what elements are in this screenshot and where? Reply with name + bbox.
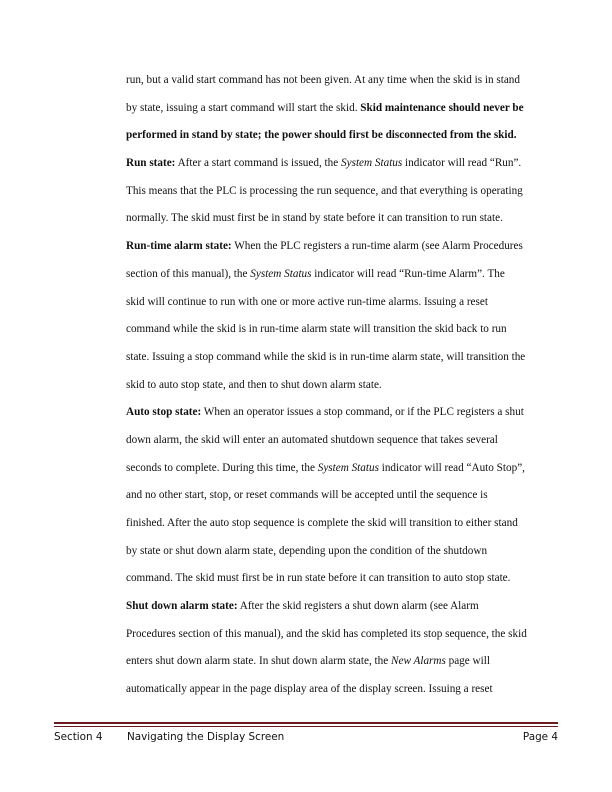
heading-run-time-alarm-state: Run-time alarm state: (126, 240, 232, 253)
text-line (126, 510, 558, 538)
text-run: indicator will read “Auto Stop”, (378, 461, 525, 474)
text-run: This means that the PLC is processing the run sequence, and that everything is operating (126, 184, 523, 197)
text-line (126, 538, 558, 566)
text-line (126, 178, 558, 206)
text-line (126, 67, 558, 95)
text-run: performed in stand by state; the power should first be disconnected from the skid. (126, 129, 517, 142)
text-run: section of this manual), the (126, 267, 251, 280)
text-run: normally. The skid must first be in stand by state before it can transition to run state. (126, 212, 503, 225)
text-line (126, 205, 558, 233)
text-run: finished. After the auto stop sequence is complete the skid will transition to either stand (126, 517, 518, 529)
text-run: and no other start, stop, or reset commands will be accepted until the sequence is (126, 489, 488, 502)
heading-auto-stop-state: Auto stop state: (126, 406, 202, 419)
text-run: command. The skid must first be in run state before it can transition to auto stop state. (126, 572, 511, 585)
italic-term: System Status (250, 267, 312, 280)
text-run: After the skid registers a shut down alarm (see Alarm (237, 600, 479, 613)
text-line (126, 344, 558, 372)
text-line (126, 399, 558, 427)
text-line (126, 565, 558, 593)
footer-section: Section 4 (54, 731, 103, 743)
footer-title: Navigating the Display Screen (127, 731, 285, 743)
text-line (126, 676, 558, 704)
heading-run-state: Run state: (126, 157, 176, 170)
footer-rule-thin (54, 726, 558, 727)
text-line (126, 316, 558, 344)
body-text (126, 67, 558, 704)
text-run: state. Issuing a stop command while the skid is in run-time alarm state, will transition the (126, 350, 526, 363)
text-line (126, 593, 558, 621)
text-run: When an operator issues a stop command, or if the PLC registers a shut (201, 406, 524, 419)
footer-page-number: Page 4 (522, 731, 558, 743)
text-run: command while the skid is in run-time alarm state will transition the skid back to run (126, 323, 507, 336)
text-line (126, 150, 558, 178)
bold-warning (126, 122, 558, 150)
text-run: seconds to complete. During this time, the (126, 461, 318, 474)
text-run: skid will continue to run with one or more active run-time alarms. Issuing a reset (126, 295, 488, 308)
footer-rule (54, 722, 558, 724)
text-run: indicator will read “Run”. (402, 157, 522, 170)
bold-warning: Skid maintenance should never be (360, 101, 524, 114)
text-run: by state or shut down alarm state, depending upon the condition of the shutdown (126, 544, 488, 557)
text-run: down alarm, the skid will enter an automated shutdown sequence that takes several (126, 433, 498, 446)
text-run: Procedures section of this manual), and the skid has completed its stop sequence, the skid (126, 627, 527, 640)
text-run: automatically appear in the page display area of the display screen. Issuing a reset (126, 683, 493, 696)
text-line (126, 648, 558, 676)
text-run: run, but a valid start command has not been given. At any time when the skid is in stand (126, 74, 520, 86)
text-line (126, 482, 558, 510)
text-line (126, 621, 558, 649)
text-run: indicator will read “Run-time Alarm”. The (311, 267, 505, 280)
text-line (126, 261, 558, 289)
text-run: After a start command is issued, the (175, 157, 342, 170)
text-run: by state, issuing a start command will start the skid. (126, 101, 361, 114)
text-line (126, 427, 558, 455)
heading-shut-down-alarm-state: Shut down alarm state: (126, 600, 238, 613)
text-line (126, 95, 558, 123)
text-line (126, 233, 558, 261)
text-run: When the PLC registers a run-time alarm (see Alarm Procedures (231, 240, 523, 253)
text-line (126, 372, 558, 400)
text-run: page will (445, 655, 490, 668)
text-line (126, 455, 558, 483)
italic-term: System Status (341, 157, 403, 170)
italic-term: New Alarms (391, 655, 446, 668)
italic-term: System Status (317, 461, 379, 474)
text-run: enters shut down alarm state. In shut down alarm state, the (126, 655, 392, 668)
text-line (126, 289, 558, 317)
text-run: skid to auto stop state, and then to shut down alarm state. (126, 378, 382, 391)
